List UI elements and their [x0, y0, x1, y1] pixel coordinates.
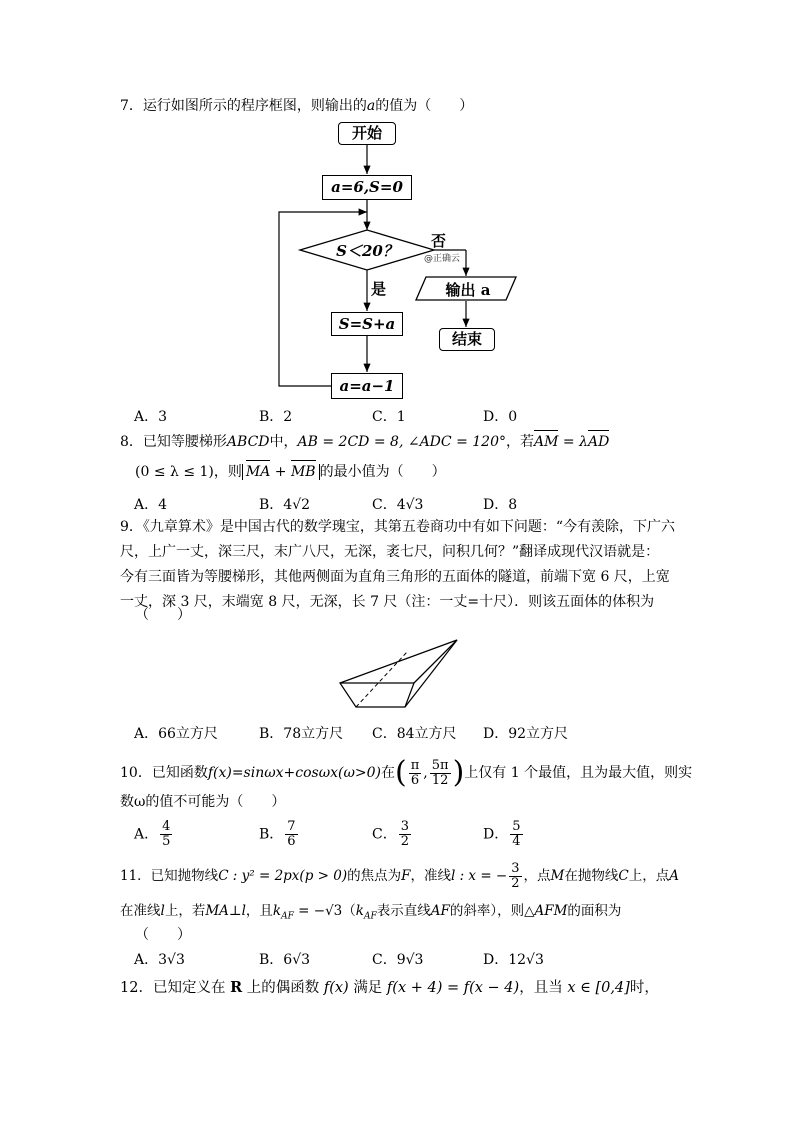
- watermark-text: @正确云: [424, 254, 461, 264]
- q11-l2e: 表示直线: [376, 903, 431, 919]
- q11-prefix: 11．已知抛物线: [120, 868, 219, 884]
- q8-range: (0 ≤ λ ≤ 1): [135, 464, 214, 480]
- q11-dir-frac: [509, 862, 521, 891]
- flow-no-label: 否: [431, 232, 447, 250]
- q9-line5: （ ）: [135, 607, 191, 623]
- flow-condition: S＜20？: [336, 242, 398, 260]
- q11-option-d: D．12√3: [483, 952, 544, 968]
- q11-af: AF: [430, 903, 450, 919]
- q8-condition: AB = 2CD = 8, ∠ADC = 120°: [297, 434, 506, 450]
- q11-slope-sub: AF: [281, 911, 294, 922]
- q11-directrix: l : x = −: [450, 868, 508, 884]
- q10-in: 在: [381, 765, 396, 781]
- q11-l2b: 上，若: [164, 903, 206, 919]
- frac-num: 7: [287, 819, 296, 834]
- q9-line3: 今有三面皆为等腰梯形，其他两侧面为直角三角形的五面体的隧道，前端下宽 6 尺，上宽: [120, 569, 670, 585]
- q12-mid: 上的偶函数: [246, 980, 320, 996]
- q8-option-d: D．8: [483, 497, 518, 513]
- q7-stem-end: 的值为（ ）: [375, 98, 474, 114]
- q12-line1: [120, 978, 659, 998]
- frac-num: 5: [512, 819, 521, 834]
- q12-mid3: ，且当: [519, 980, 563, 996]
- q10-function: f(x)=sinωx+cosωx(ω>0): [207, 765, 382, 781]
- option-label: C．: [372, 826, 397, 843]
- q9-option-c: C．84立方尺: [372, 726, 457, 742]
- q11-perp: MA⊥l: [205, 903, 246, 919]
- q8-eq: = λ: [558, 434, 588, 450]
- frac-num: 4: [162, 819, 171, 834]
- q7-stem-text: 7．运行如图所示的程序框图，则输出的: [120, 98, 367, 114]
- q8-mid: 中，: [269, 434, 298, 450]
- flow-end: 结束: [439, 328, 495, 351]
- q11-slope: k: [272, 903, 282, 919]
- q8-mid2: ，则: [213, 464, 242, 480]
- vector-ma: MA: [245, 464, 271, 480]
- q9-line2: 尺，上广一丈，深三尺，末广八尺，无深，袤七尺，问积几何？”翻译成现代汉语就是：: [120, 544, 660, 560]
- q8-option-b: B．4√2: [259, 497, 311, 513]
- q10-frac-right: [430, 759, 451, 788]
- flow-update-a: a=a−1: [331, 373, 403, 399]
- q12-eq: f(x + 4) = f(x − 4): [386, 980, 520, 996]
- q8-option-a: A．4: [134, 497, 168, 513]
- q11-line-l: l: [160, 903, 165, 919]
- option-label: D．: [483, 826, 509, 843]
- option-label: B．: [259, 826, 284, 843]
- q10-option-c: [372, 820, 413, 849]
- q11-line2: [120, 901, 621, 927]
- q12-prefix: 12．已知定义在: [120, 980, 226, 996]
- vector-mb: MB: [290, 464, 316, 480]
- frac-den: 5: [162, 834, 171, 849]
- q8-suffix: ，若: [505, 434, 534, 450]
- q11-mid3: ，点: [523, 868, 551, 884]
- pentahedron-figure: [0, 632, 794, 732]
- q10-line2: 数ω的值不可能为（ ）: [120, 794, 286, 810]
- option-label: A．: [134, 826, 159, 843]
- q10-option-b: [259, 820, 300, 849]
- frac-den: 12: [431, 772, 449, 788]
- q10-suffix: 上仅有 1 个最值，且为最大值，则实: [464, 765, 693, 781]
- q10-line1: 10．已知函数f(x)=sinωx+cosωx(ω>0)在( $\frac{\pi}{6}$ , $\frac{5\pi}{12}$ )上仅有 1 个最值，且为最大值，则实: [120, 755, 693, 790]
- q8-line2: [135, 462, 446, 482]
- q11-mid5: 上，点: [628, 868, 670, 884]
- vector-am: AM: [533, 434, 559, 450]
- frac-num: 3: [400, 819, 409, 834]
- q11-option-a: A．3√3: [134, 952, 185, 968]
- q11-l2c: ，且: [245, 903, 273, 919]
- flow-output: 输出 a: [445, 281, 491, 299]
- q10-frac-left: [409, 759, 422, 788]
- q9-line1: 9．《九章算术》是中国古代的数学瑰宝，其第五卷商功中有如下问题：“今有羡除，下广六: [120, 519, 676, 535]
- frac-den: 6: [410, 772, 420, 788]
- q10-close-paren: ): [452, 755, 465, 790]
- q12-fx: f(x): [323, 980, 349, 996]
- q8-plus: +: [270, 464, 291, 480]
- q11-line3: （ ）: [135, 927, 191, 943]
- flow-yes-label: 是: [371, 280, 387, 298]
- vector-abs: [242, 464, 320, 480]
- q11-curve-c: C: [618, 868, 629, 884]
- q11-k2: k: [355, 903, 364, 919]
- q10-open-paren: (: [395, 755, 407, 790]
- frac-den: 6: [287, 834, 296, 849]
- q8-prefix: 8．已知等腰梯形: [120, 434, 227, 450]
- q11-l2g: 的面积为: [567, 903, 622, 919]
- q7-var: a: [366, 98, 376, 114]
- flow-init: a=6,S=0: [322, 175, 412, 200]
- q8-end: 的最小值为（ ）: [319, 464, 446, 480]
- flow-update-s: S=S+a: [331, 312, 403, 336]
- q11-mid1: 的焦点为: [347, 868, 402, 884]
- q11-point-a: A: [669, 868, 679, 884]
- q9-option-b: B．78立方尺: [259, 726, 344, 742]
- q11-triangle: △AFM: [524, 903, 568, 919]
- q11-mid2: ，准线: [410, 868, 451, 884]
- q7-option-b: B．2: [259, 409, 293, 425]
- option-frac: [285, 820, 297, 849]
- frac-den: 2: [400, 834, 409, 849]
- q7-option-c: C．1: [372, 409, 406, 425]
- frac-num: 5π: [431, 757, 449, 773]
- q12-reals: R: [230, 979, 243, 996]
- q11-option-b: B．6√3: [259, 952, 311, 968]
- q12-domain: x ∈ [0,4]: [567, 980, 630, 996]
- q7-option-a: A．3: [134, 409, 168, 425]
- q11-l2a: 在准线: [120, 903, 161, 919]
- q10-option-a: [134, 820, 174, 849]
- q11-mid4: 在抛物线: [564, 868, 619, 884]
- q8-option-c: C．4√3: [372, 497, 424, 513]
- q11-parabola: C : y² = 2px(p > 0): [218, 868, 348, 884]
- q8-line1: [120, 432, 609, 452]
- flow-start: 开始: [338, 122, 396, 145]
- q11-line1: [120, 860, 679, 892]
- q9-option-d: D．92立方尺: [483, 726, 569, 742]
- frac-den: 2: [511, 876, 520, 891]
- option-frac: [399, 820, 411, 849]
- q11-focus: F: [401, 868, 411, 884]
- q9-option-a: A．66立方尺: [134, 726, 218, 742]
- q11-slope-eq: = −√3: [293, 903, 343, 919]
- frac-num: π: [410, 757, 420, 773]
- q11-point-m: M: [550, 868, 565, 884]
- q11-l2f: 的斜率），则: [449, 903, 525, 919]
- q12-end: 时，: [629, 980, 659, 996]
- frac-den: 4: [512, 834, 521, 849]
- q8-trapezoid: ABCD: [226, 434, 270, 450]
- q11-k2-sub: AF: [363, 911, 377, 922]
- q12-mid2: 满足: [353, 980, 383, 996]
- q11-l2d: （: [342, 903, 356, 919]
- option-frac: [160, 820, 172, 849]
- frac-num: 3: [511, 861, 520, 876]
- q11-option-c: C．9√3: [372, 952, 424, 968]
- q9-line4: 一丈，深 3 尺，末端宽 8 尺，无深，长 7 尺（注：一丈=十尺）．则该五面体的体积为: [120, 594, 655, 610]
- flowchart-lines: [0, 0, 794, 420]
- q10-prefix: 10．已知函数: [120, 765, 208, 781]
- option-frac: [510, 820, 522, 849]
- vector-ad: AD: [587, 434, 610, 450]
- q7-option-d: D．0: [483, 409, 518, 425]
- q10-option-d: [483, 820, 525, 849]
